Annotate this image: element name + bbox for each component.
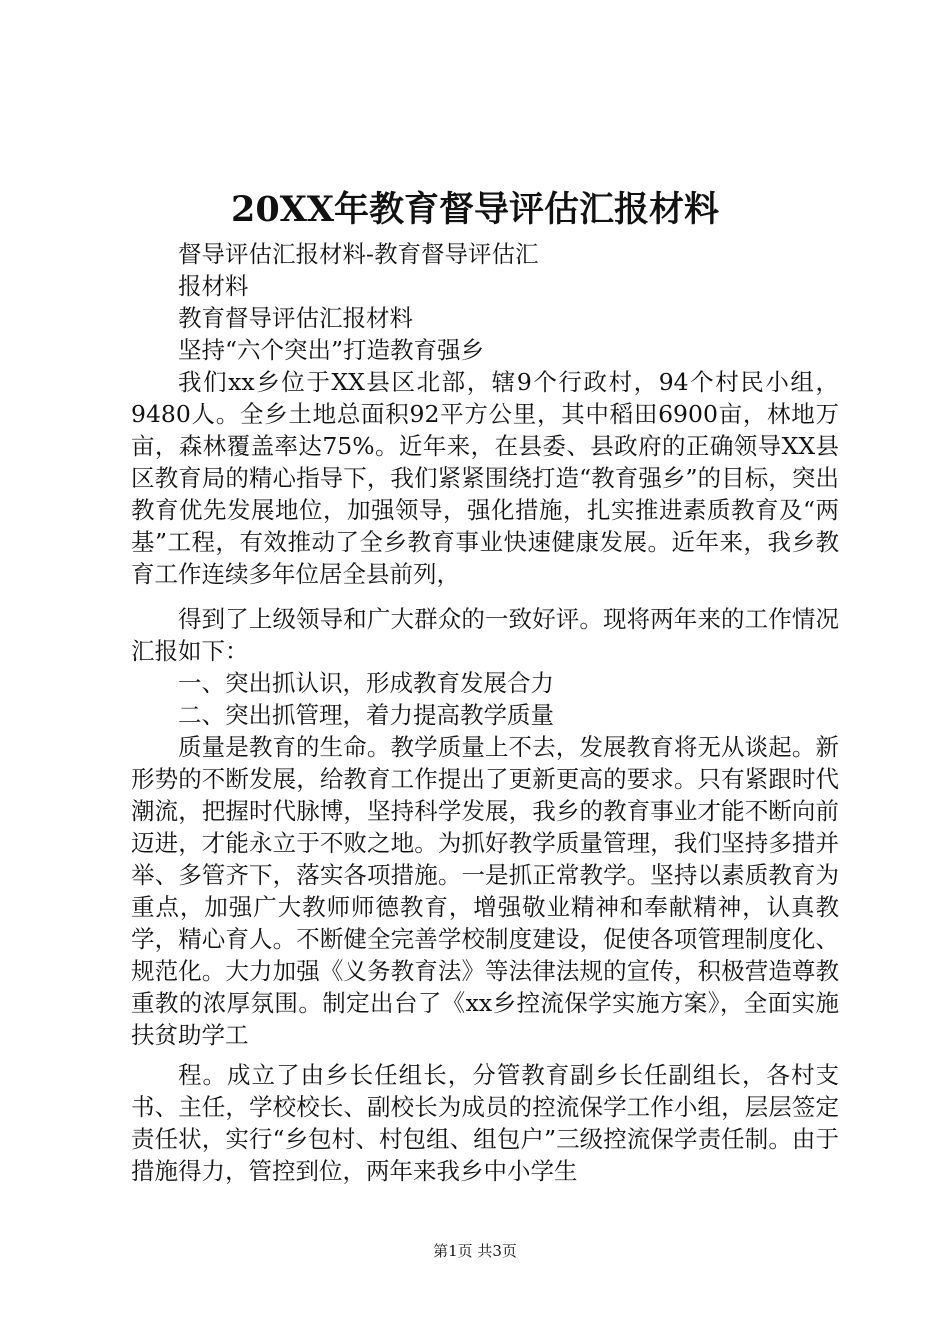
paragraph-report-intro: 得到了上级领导和广大群众的一致好评。现将两年来的工作情况汇报如下： xyxy=(131,605,839,665)
subtitle-line-1: 督导评估汇报材料-教育督导评估汇 xyxy=(178,240,539,268)
paragraph-intro: 我们xx乡位于XX县区北部，辖9个行政村，94个村民小组，9480人。全乡土地总面积92平方公里，其中稻田6900亩，林地万亩，森林覆盖率达75%。近年来，在县委、县政府的正确领导XX县区教育局的精心指导下，我们紧紧围绕打造“教育强乡”的目标，突出教育优先发展地位，加强领导，强化措施，扎实推进素质教育及“两基”工程，有效推动了全乡教育事业快速健康发展。近年来，我乡教育工作连续多年位居全县前列， xyxy=(131,368,839,588)
paragraph-quality: 质量是教育的生命。教学质量上不去，发展教育将无从谈起。新形势的不断发展，给教育工作提出了更新更高的要求。只有紧跟时代潮流，把握时代脉博，坚持科学发展，我乡的教育事业才能不断向前迈进，才能永立于不败之地。为抓好教学质量管理，我们坚持多措并举、多管齐下，落实各项措施。一是抓正常教学。坚持以素质教育为重点，加强广大教师师德教育，增强敬业精神和奉献精神，认真教学，精心育人。不断健全完善学校制度建设，促使各项管理制度化、规范化。大力加强《义务教育法》等法律法规的宣传，积极营造尊教重教的浓厚氛围。制定出台了《xx乡控流保学实施方案》，全面实施扶贫助学工 xyxy=(131,733,839,1049)
theme-heading: 坚持“六个突出”打造教育强乡 xyxy=(178,336,485,364)
section-heading-1: 一、突出抓认识，形成教育发展合力 xyxy=(178,669,554,697)
subtitle-line-2: 报材料 xyxy=(178,272,249,300)
main-heading: 教育督导评估汇报材料 xyxy=(178,304,413,332)
paragraph-control: 程。成立了由乡长任组长，分管教育副乡长任副组长，各村支书、主任，学校校长、副校长为成员的控流保学工作小组，层层签定责任状，实行“乡包村、村包组、组包户”三级控流保学责任制。由于措施得力，管控到位，两年来我乡中小学生 xyxy=(131,1061,839,1185)
section-heading-2: 二、突出抓管理，着力提高教学质量 xyxy=(178,701,554,729)
page-number-footer: 第1页 共3页 xyxy=(433,1242,517,1260)
document-title: 20XX年教育督导评估汇报材料 xyxy=(230,189,720,230)
